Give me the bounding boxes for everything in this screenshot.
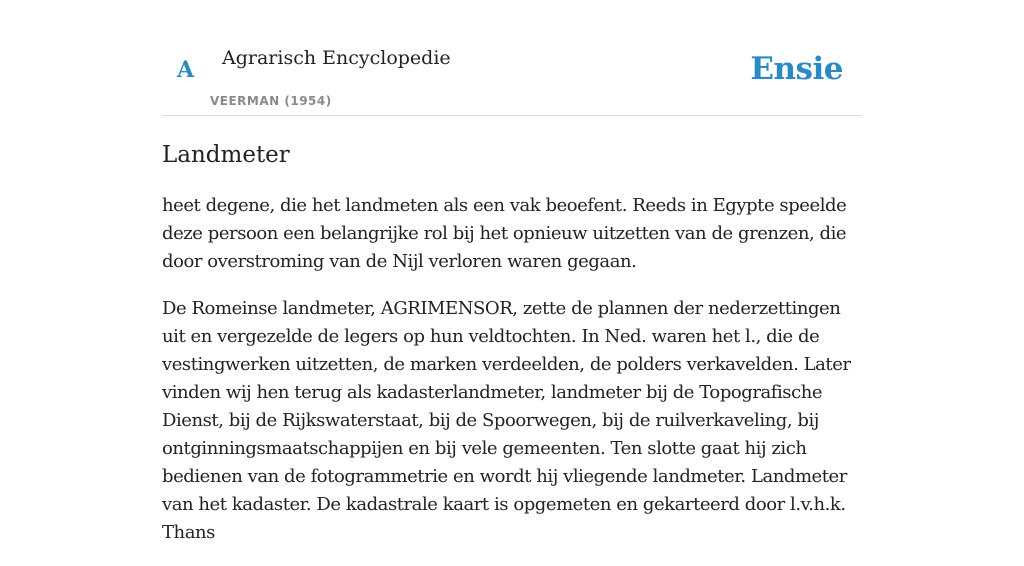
body-paragraph: heet degene, die het landmeten als een vak beoefent. Reeds in Egypte speelde deze persoon een belangrijke rol bij het opnieuw uitzetten van de grenzen, die door overstroming van de Nijl verloren waren gegaan.	[162, 195, 847, 272]
encyclopedia-subtitle: VEERMAN (1954)	[210, 94, 332, 108]
entry-title: Landmeter	[162, 142, 290, 168]
body-paragraph: De Romeinse landmeter, AGRIMENSOR, zette de plannen der nederzettingen uit en vergezelde de legers op hun veldtochten. In Ned. waren het l., die de vestingwerken uitzetten, de marken verdeelden, de polders verkavelden. Later vinden wij hen terug als kadasterlandmeter, landmeter bij de Topografische Dienst, bij de Rijkswaterstaat, bij de Spoorwegen, bij de ruilverkaveling, bij ontginningsmaatschappijen en bij vele gemeenten. Ten slotte gaat hij zich bedienen van de fotogrammetrie en wordt hij vliegende landmeter. Landmeter van het kadaster. De kadastrale kaart is opgemeten en gekarteerd door l.v.h.k. Thans	[162, 298, 851, 543]
article-page	[162, 0, 862, 543]
encyclopedia-title-link[interactable]: Agrarisch Encyclopedie	[222, 47, 451, 69]
entry-body	[162, 192, 862, 566]
entry-header	[162, 0, 862, 116]
letter-index-link[interactable]: A	[177, 57, 195, 83]
ensie-logo[interactable]: Ensie	[750, 51, 843, 87]
